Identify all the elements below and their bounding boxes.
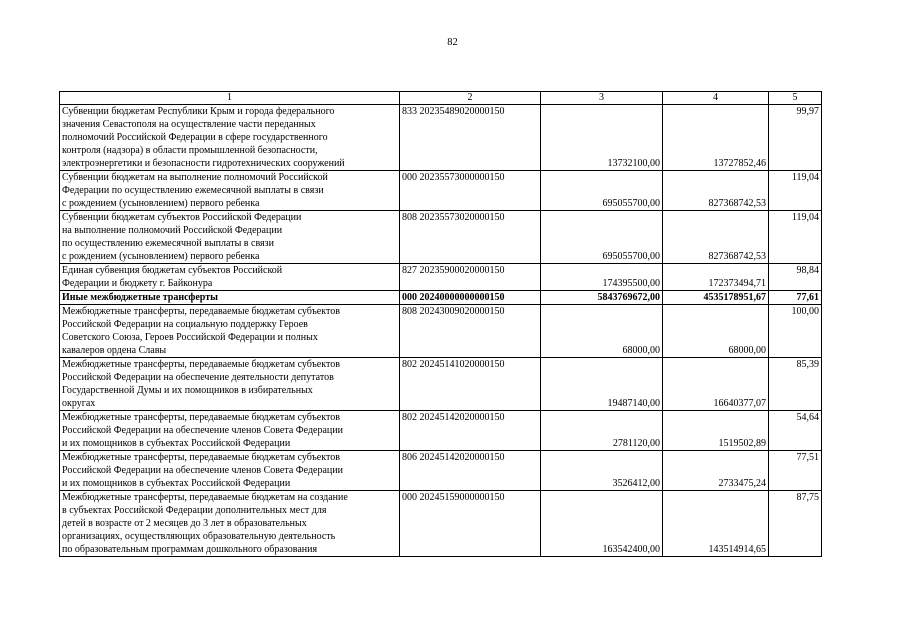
description-line: округах xyxy=(62,398,96,409)
row-percent: 100,00 xyxy=(769,305,822,358)
description-line: Государственной Думы и их помощников в избирательных xyxy=(62,385,313,396)
row-executed-amount: 1519502,89 xyxy=(663,411,769,451)
description-line: Межбюджетные трансферты, передаваемые бюджетам субъектов xyxy=(62,359,340,370)
row-executed-amount: 172373494,71 xyxy=(663,264,769,291)
row-planned-amount: 13732100,00 xyxy=(541,105,663,171)
row-executed-amount: 2733475,24 xyxy=(663,451,769,491)
row-code: 000 20240000000000150 xyxy=(400,291,541,305)
row-planned-amount: 695055700,00 xyxy=(541,211,663,264)
row-code: 833 20235489020000150 xyxy=(400,105,541,171)
row-code: 802 20245142020000150 xyxy=(400,411,541,451)
description-line: на выполнение полномочий Российской Федерации xyxy=(62,225,283,236)
row-executed-amount: 13727852,46 xyxy=(663,105,769,171)
row-executed-amount: 68000,00 xyxy=(663,305,769,358)
table-row xyxy=(60,291,822,305)
row-description xyxy=(60,105,400,171)
row-planned-amount: 5843769672,00 xyxy=(541,291,663,305)
description-line: кавалеров ордена Славы xyxy=(62,345,167,356)
row-code: 808 20235573020000150 xyxy=(400,211,541,264)
row-planned-amount: 68000,00 xyxy=(541,305,663,358)
description-line: Федерации и бюджету г. Байконура xyxy=(62,278,213,289)
description-line: Межбюджетные трансферты, передаваемые бюджетам на создание xyxy=(62,492,348,503)
row-description xyxy=(60,411,400,451)
row-description xyxy=(60,451,400,491)
column-header-1: 1 xyxy=(60,92,400,105)
row-description xyxy=(60,264,400,291)
row-planned-amount: 19487140,00 xyxy=(541,358,663,411)
description-line: Единая субвенция бюджетам субъектов Российской xyxy=(62,265,283,276)
row-executed-amount: 827368742,53 xyxy=(663,211,769,264)
column-header-4: 4 xyxy=(663,92,769,105)
row-executed-amount: 16640377,07 xyxy=(663,358,769,411)
row-code: 802 20245141020000150 xyxy=(400,358,541,411)
table-row xyxy=(60,171,822,211)
description-line: с рождением (усыновлением) первого ребенка xyxy=(62,198,260,209)
description-line: Субвенции бюджетам Республики Крым и города федерального xyxy=(62,106,335,117)
row-code: 000 20245159000000150 xyxy=(400,491,541,557)
table-row xyxy=(60,211,822,264)
row-percent: 85,39 xyxy=(769,358,822,411)
description-line: детей в возрасте от 2 месяцев до 3 лет в образовательных xyxy=(62,518,307,529)
row-executed-amount: 4535178951,67 xyxy=(663,291,769,305)
description-line: Межбюджетные трансферты, передаваемые бюджетам субъектов xyxy=(62,306,340,317)
column-header-2: 2 xyxy=(400,92,541,105)
table-row xyxy=(60,451,822,491)
row-code: 827 20235900020000150 xyxy=(400,264,541,291)
column-header-3: 3 xyxy=(541,92,663,105)
row-percent: 119,04 xyxy=(769,171,822,211)
row-description xyxy=(60,358,400,411)
row-description xyxy=(60,291,400,305)
row-code: 806 20245142020000150 xyxy=(400,451,541,491)
description-line: Субвенции бюджетам субъектов Российской Федерации xyxy=(62,212,302,223)
row-percent: 98,84 xyxy=(769,264,822,291)
column-header-5: 5 xyxy=(769,92,822,105)
description-line: Межбюджетные трансферты, передаваемые бюджетам субъектов xyxy=(62,412,340,423)
description-line: контроля (надзора) в области промышленной безопасности, xyxy=(62,145,318,156)
row-code: 000 20235573000000150 xyxy=(400,171,541,211)
description-line: Советского Союза, Героев Российской Федерации и полных xyxy=(62,332,318,343)
row-code: 808 20243009020000150 xyxy=(400,305,541,358)
budget-table xyxy=(59,91,822,557)
table-row xyxy=(60,305,822,358)
description-line: в субъектах Российской Федерации дополнительных мест для xyxy=(62,505,327,516)
description-line: Субвенции бюджетам на выполнение полномочий Российской xyxy=(62,172,328,183)
description-line: значения Севастополя на осуществление части переданных xyxy=(62,119,316,130)
table-row xyxy=(60,264,822,291)
row-description xyxy=(60,305,400,358)
row-description xyxy=(60,171,400,211)
description-line: Федерации по осуществлению ежемесячной выплаты в связи xyxy=(62,185,324,196)
row-planned-amount: 174395500,00 xyxy=(541,264,663,291)
row-executed-amount: 143514914,65 xyxy=(663,491,769,557)
row-planned-amount: 3526412,00 xyxy=(541,451,663,491)
row-percent: 77,51 xyxy=(769,451,822,491)
row-percent: 119,04 xyxy=(769,211,822,264)
table-row xyxy=(60,411,822,451)
row-planned-amount: 163542400,00 xyxy=(541,491,663,557)
description-line: Российской Федерации на обеспечение деятельности депутатов xyxy=(62,372,334,383)
description-line: электроэнергетики и безопасности гидротехнических сооружений xyxy=(62,158,345,169)
description-line: и их помощников в субъектах Российской Федерации xyxy=(62,438,291,449)
table-row xyxy=(60,491,822,557)
row-planned-amount: 2781120,00 xyxy=(541,411,663,451)
description-line: по осуществлению ежемесячной выплаты в связи xyxy=(62,238,274,249)
row-percent: 87,75 xyxy=(769,491,822,557)
description-line: Российской Федерации на обеспечение членов Совета Федерации xyxy=(62,465,343,476)
row-executed-amount: 827368742,53 xyxy=(663,171,769,211)
row-percent: 54,64 xyxy=(769,411,822,451)
table-row xyxy=(60,358,822,411)
table-header-row xyxy=(60,92,822,105)
row-planned-amount: 695055700,00 xyxy=(541,171,663,211)
row-percent: 99,97 xyxy=(769,105,822,171)
description-line: Межбюджетные трансферты, передаваемые бюджетам субъектов xyxy=(62,452,340,463)
description-line: Российской Федерации на социальную поддержку Героев xyxy=(62,319,308,330)
description-line: Российской Федерации на обеспечение членов Совета Федерации xyxy=(62,425,343,436)
description-line: с рождением (усыновлением) первого ребенка xyxy=(62,251,260,262)
description-line: Иные межбюджетные трансферты xyxy=(62,292,218,303)
row-description xyxy=(60,491,400,557)
page-number: 82 xyxy=(447,37,458,48)
description-line: по образовательным программам дошкольного образования xyxy=(62,544,318,555)
description-line: организациях, осуществляющих образовательную деятельность xyxy=(62,531,336,542)
table-row xyxy=(60,105,822,171)
description-line: и их помощников в субъектах Российской Федерации xyxy=(62,478,291,489)
description-line: полномочий Российской Федерации в сфере государственного xyxy=(62,132,328,143)
row-percent: 77,61 xyxy=(769,291,822,305)
row-description xyxy=(60,211,400,264)
